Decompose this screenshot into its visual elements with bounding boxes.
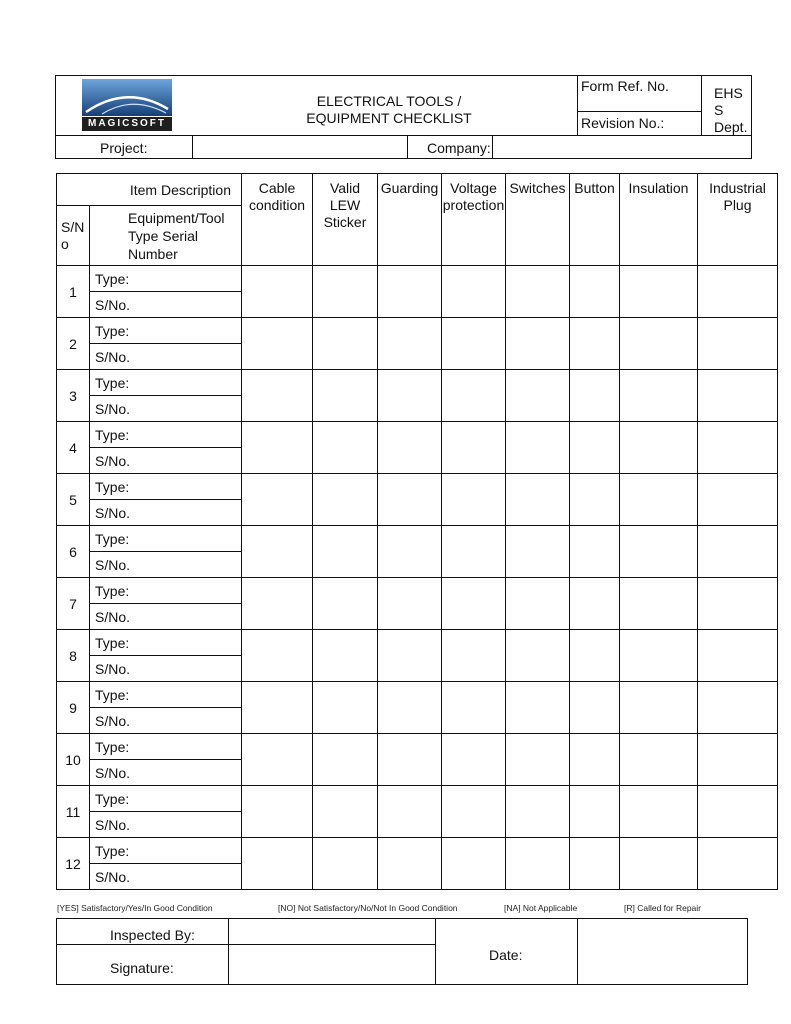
check-cell[interactable] — [442, 682, 506, 734]
table-row — [57, 318, 778, 344]
check-cell[interactable] — [442, 318, 506, 370]
check-cell[interactable] — [506, 474, 570, 526]
type-cell[interactable] — [90, 630, 242, 656]
type-label: Type: — [95, 686, 130, 703]
legend-repair: [R] Called for Repair — [624, 903, 702, 913]
col-button — [570, 174, 620, 266]
type-label: Type: — [95, 478, 130, 495]
check-cell[interactable] — [698, 474, 778, 526]
serial-label: S/No. — [95, 296, 131, 313]
row-number: 2 — [57, 318, 90, 370]
footer-divider-2 — [435, 918, 436, 985]
check-cell[interactable] — [442, 422, 506, 474]
col-guarding — [378, 174, 442, 266]
legend-na: [NA] Not Applicable — [504, 903, 578, 913]
col-label: Cable condition — [248, 180, 306, 213]
serial-cell[interactable] — [90, 708, 242, 734]
form-title — [230, 93, 548, 127]
type-label: Type: — [95, 530, 130, 547]
check-cell[interactable] — [242, 318, 313, 370]
check-cell[interactable] — [442, 838, 506, 890]
check-cell[interactable] — [698, 422, 778, 474]
check-cell[interactable] — [570, 370, 620, 422]
type-label: Type: — [95, 790, 130, 807]
check-cell[interactable] — [570, 474, 620, 526]
check-cell[interactable] — [313, 786, 378, 838]
dept-divider — [701, 75, 702, 136]
check-cell[interactable] — [242, 526, 313, 578]
check-cell[interactable] — [313, 526, 378, 578]
inspected-by-field[interactable] — [229, 919, 434, 943]
row-number: 5 — [57, 474, 90, 526]
check-cell[interactable] — [242, 370, 313, 422]
check-cell[interactable] — [313, 474, 378, 526]
serial-cell[interactable] — [90, 760, 242, 786]
row-number: 4 — [57, 422, 90, 474]
company-logo — [82, 79, 172, 131]
date-field[interactable] — [578, 919, 747, 984]
check-cell[interactable] — [620, 578, 698, 630]
check-cell[interactable] — [620, 266, 698, 318]
check-cell[interactable] — [570, 838, 620, 890]
check-cell[interactable] — [378, 318, 442, 370]
check-cell[interactable] — [620, 630, 698, 682]
check-cell[interactable] — [506, 422, 570, 474]
serial-label: S/No. — [95, 712, 131, 729]
col-label: Button — [574, 180, 615, 196]
serial-cell[interactable] — [90, 864, 242, 890]
form-ref-divider — [577, 75, 578, 136]
check-cell[interactable] — [378, 630, 442, 682]
type-label: Type: — [95, 582, 130, 599]
check-cell[interactable] — [378, 838, 442, 890]
col-voltage-protection — [442, 174, 506, 266]
project-divider-2 — [407, 135, 408, 159]
check-cell[interactable] — [620, 682, 698, 734]
type-label: Type: — [95, 842, 130, 859]
item-description-label: Item Description — [129, 181, 231, 198]
check-cell[interactable] — [242, 422, 313, 474]
table-row — [57, 578, 778, 604]
check-cell[interactable] — [620, 786, 698, 838]
type-cell[interactable] — [90, 526, 242, 552]
check-cell[interactable] — [698, 838, 778, 890]
check-cell[interactable] — [620, 526, 698, 578]
check-cell[interactable] — [378, 266, 442, 318]
col-label: Switches — [509, 180, 566, 196]
checklist-table — [56, 173, 778, 890]
table-row — [57, 734, 778, 760]
legend-no: [NO] Not Satisfactory/No/Not In Good Condition — [278, 903, 458, 913]
type-cell[interactable] — [90, 578, 242, 604]
check-cell[interactable] — [313, 370, 378, 422]
check-cell[interactable] — [506, 318, 570, 370]
item-description-header — [57, 174, 242, 206]
check-cell[interactable] — [378, 578, 442, 630]
type-label: Type: — [95, 270, 130, 287]
check-cell[interactable] — [698, 682, 778, 734]
serial-cell[interactable] — [90, 604, 242, 630]
check-cell[interactable] — [378, 786, 442, 838]
check-cell[interactable] — [378, 526, 442, 578]
check-cell[interactable] — [313, 682, 378, 734]
check-cell[interactable] — [313, 422, 378, 474]
serial-label: S/No. — [95, 400, 131, 417]
check-cell[interactable] — [313, 266, 378, 318]
serial-cell[interactable] — [90, 500, 242, 526]
serial-label: S/No. — [95, 452, 131, 469]
table-row — [57, 838, 778, 864]
sno-header: S/N o — [57, 206, 90, 266]
serial-cell[interactable] — [90, 812, 242, 838]
check-cell[interactable] — [242, 474, 313, 526]
check-cell[interactable] — [242, 266, 313, 318]
check-cell[interactable] — [506, 838, 570, 890]
check-cell[interactable] — [620, 370, 698, 422]
check-cell[interactable] — [620, 318, 698, 370]
check-cell[interactable] — [242, 734, 313, 786]
check-cell[interactable] — [698, 370, 778, 422]
row-number: 6 — [57, 526, 90, 578]
serial-label: S/No. — [95, 348, 131, 365]
check-cell[interactable] — [698, 734, 778, 786]
col-switches — [506, 174, 570, 266]
check-cell[interactable] — [698, 578, 778, 630]
project-field[interactable] — [193, 136, 406, 158]
table-row — [57, 630, 778, 656]
check-cell[interactable] — [570, 422, 620, 474]
signature-field[interactable] — [229, 945, 434, 984]
company-label: Company: — [427, 140, 491, 156]
col-valid-lew-sticker — [313, 174, 378, 266]
type-cell[interactable] — [90, 786, 242, 812]
check-cell[interactable] — [570, 630, 620, 682]
check-cell[interactable] — [506, 266, 570, 318]
check-cell[interactable] — [442, 266, 506, 318]
inspected-by-label: Inspected By: — [110, 927, 195, 943]
check-cell[interactable] — [570, 318, 620, 370]
check-cell[interactable] — [570, 578, 620, 630]
table-row — [57, 682, 778, 708]
col-insulation — [620, 174, 698, 266]
serial-cell[interactable] — [90, 396, 242, 422]
row-number: 12 — [57, 838, 90, 890]
check-cell[interactable] — [442, 526, 506, 578]
form-ref-underline — [577, 111, 701, 112]
project-label: Project: — [100, 140, 148, 156]
equipment-header: Equipment/Tool Type Serial Number — [90, 206, 242, 266]
check-cell[interactable] — [506, 526, 570, 578]
row-number: 7 — [57, 578, 90, 630]
check-cell[interactable] — [242, 630, 313, 682]
row-number: 9 — [57, 682, 90, 734]
check-cell[interactable] — [506, 734, 570, 786]
legend-yes: [YES] Satisfactory/Yes/In Good Condition — [57, 903, 213, 913]
check-cell[interactable] — [620, 838, 698, 890]
check-cell[interactable] — [506, 786, 570, 838]
type-cell[interactable] — [90, 370, 242, 396]
serial-cell[interactable] — [90, 656, 242, 682]
revision-label: Revision No.: — [581, 115, 665, 131]
check-cell[interactable] — [313, 318, 378, 370]
type-cell[interactable] — [90, 682, 242, 708]
check-cell[interactable] — [442, 630, 506, 682]
type-label: Type: — [95, 738, 130, 755]
col-label: Valid LEW Sticker — [323, 180, 367, 230]
serial-cell[interactable] — [90, 552, 242, 578]
type-cell[interactable] — [90, 474, 242, 500]
check-cell[interactable] — [570, 786, 620, 838]
col-cable-condition — [242, 174, 313, 266]
check-cell[interactable] — [378, 734, 442, 786]
check-cell[interactable] — [698, 526, 778, 578]
row-number: 1 — [57, 266, 90, 318]
type-label: Type: — [95, 634, 130, 651]
check-cell[interactable] — [698, 266, 778, 318]
dept-label: EHS S Dept. — [714, 85, 748, 135]
serial-cell[interactable] — [90, 448, 242, 474]
row-number: 8 — [57, 630, 90, 682]
type-cell[interactable] — [90, 838, 242, 864]
serial-label: S/No. — [95, 764, 131, 781]
form-ref-label: Form Ref. No. — [581, 78, 669, 94]
check-cell[interactable] — [698, 786, 778, 838]
check-cell[interactable] — [242, 682, 313, 734]
check-cell[interactable] — [242, 578, 313, 630]
check-cell[interactable] — [442, 474, 506, 526]
check-cell[interactable] — [378, 682, 442, 734]
check-cell[interactable] — [313, 838, 378, 890]
check-cell[interactable] — [242, 786, 313, 838]
check-cell[interactable] — [313, 578, 378, 630]
serial-label: S/No. — [95, 868, 131, 885]
check-cell[interactable] — [620, 422, 698, 474]
check-cell[interactable] — [570, 526, 620, 578]
type-cell[interactable] — [90, 734, 242, 760]
check-cell[interactable] — [570, 682, 620, 734]
table-row — [57, 266, 778, 292]
check-cell[interactable] — [570, 734, 620, 786]
col-label: Insulation — [628, 180, 689, 196]
type-label: Type: — [95, 322, 130, 339]
serial-label: S/No. — [95, 660, 131, 677]
table-row — [57, 370, 778, 396]
row-number: 3 — [57, 370, 90, 422]
date-label: Date: — [489, 947, 523, 963]
col-label: Voltage protection — [442, 180, 505, 213]
check-cell[interactable] — [442, 370, 506, 422]
check-cell[interactable] — [506, 578, 570, 630]
check-cell[interactable] — [506, 370, 570, 422]
table-row — [57, 474, 778, 500]
serial-cell[interactable] — [90, 344, 242, 370]
serial-label: S/No. — [95, 556, 131, 573]
row-number: 10 — [57, 734, 90, 786]
check-cell[interactable] — [620, 734, 698, 786]
serial-label: S/No. — [95, 816, 131, 833]
type-cell[interactable] — [90, 266, 242, 292]
serial-label: S/No. — [95, 608, 131, 625]
form-title-line1: ELECTRICAL TOOLS / — [316, 93, 462, 109]
check-cell[interactable] — [378, 474, 442, 526]
type-cell[interactable] — [90, 422, 242, 448]
check-cell[interactable] — [378, 422, 442, 474]
check-cell[interactable] — [698, 630, 778, 682]
serial-cell[interactable] — [90, 292, 242, 318]
type-label: Type: — [95, 426, 130, 443]
signature-label: Signature: — [110, 960, 174, 976]
table-row — [57, 422, 778, 448]
table-row — [57, 786, 778, 812]
type-label: Type: — [95, 374, 130, 391]
company-field[interactable] — [493, 136, 751, 158]
check-cell[interactable] — [378, 370, 442, 422]
row-number: 11 — [57, 786, 90, 838]
check-cell[interactable] — [242, 838, 313, 890]
check-cell[interactable] — [698, 318, 778, 370]
col-label: Industrial Plug — [709, 180, 766, 213]
check-cell[interactable] — [313, 734, 378, 786]
col-label: Guarding — [380, 180, 439, 196]
check-cell[interactable] — [506, 630, 570, 682]
col-industrial-plug — [698, 174, 778, 266]
check-cell[interactable] — [313, 630, 378, 682]
type-cell[interactable] — [90, 318, 242, 344]
logo-text: MAGICSOFT — [88, 118, 166, 129]
check-cell[interactable] — [506, 682, 570, 734]
form-title-line2: EQUIPMENT CHECKLIST — [306, 110, 472, 126]
check-cell[interactable] — [570, 266, 620, 318]
check-cell[interactable] — [620, 474, 698, 526]
table-row — [57, 526, 778, 552]
serial-label: S/No. — [95, 504, 131, 521]
check-cell[interactable] — [442, 578, 506, 630]
check-cell[interactable] — [442, 786, 506, 838]
check-cell[interactable] — [442, 734, 506, 786]
